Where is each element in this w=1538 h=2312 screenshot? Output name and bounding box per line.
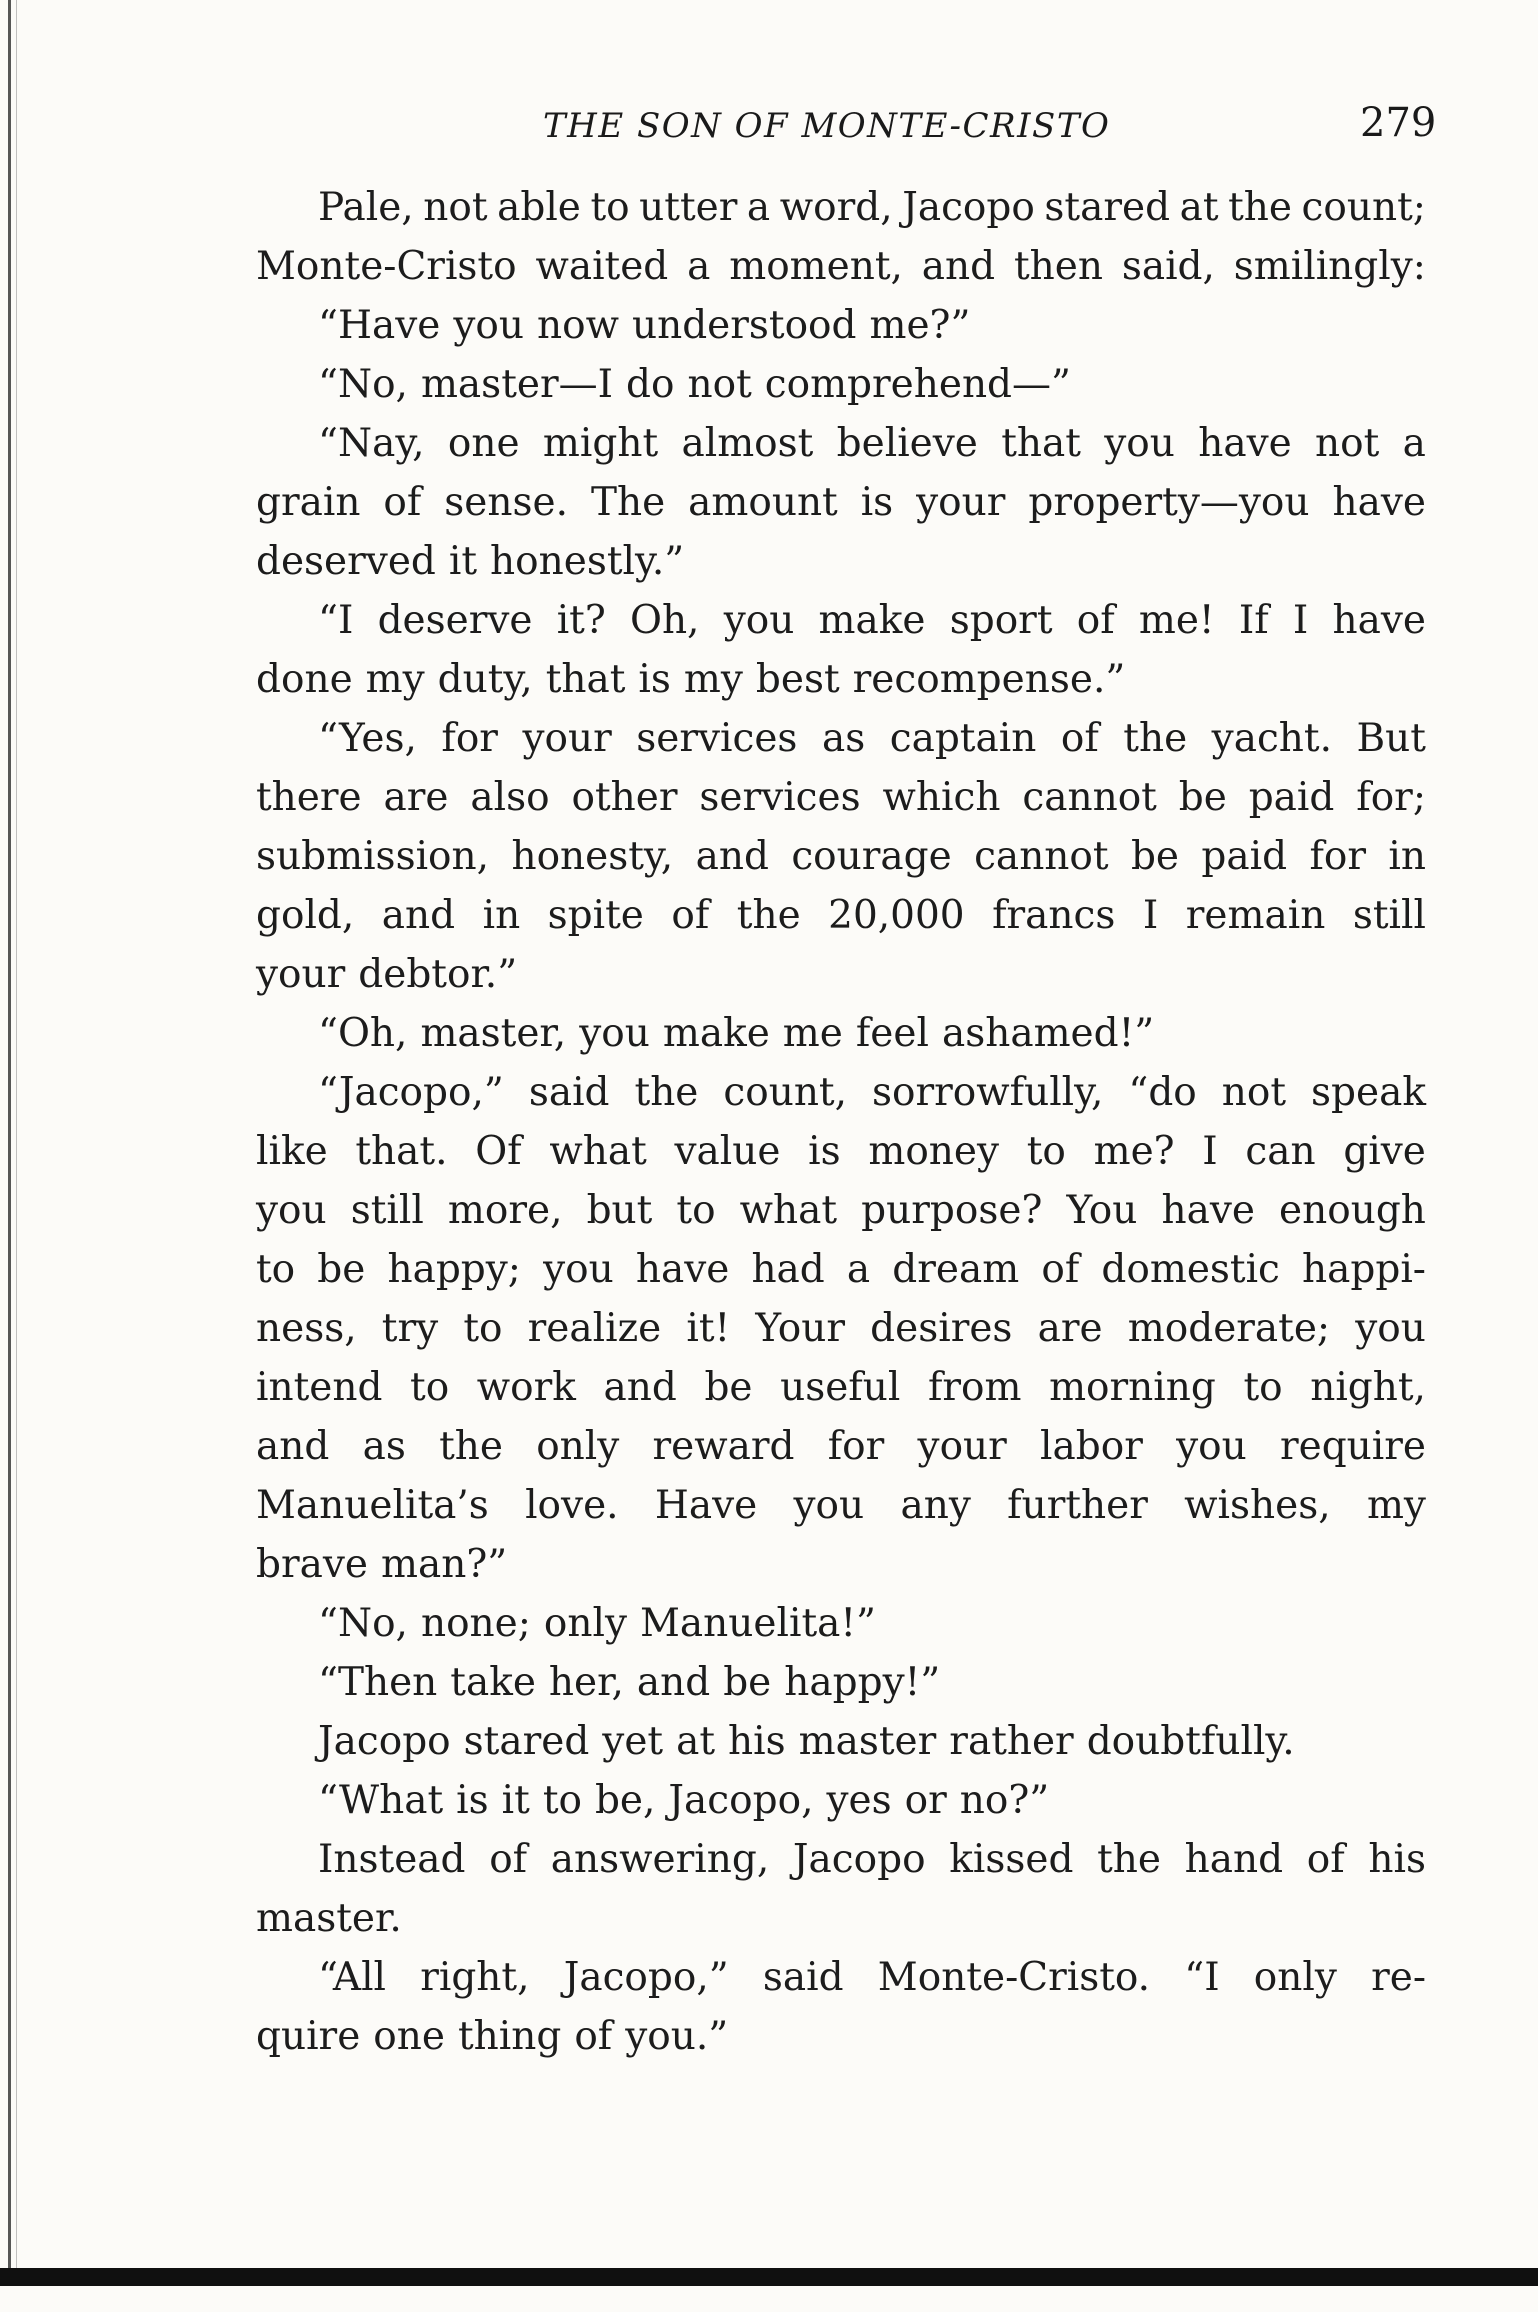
word: brave bbox=[256, 1542, 368, 1587]
word: what bbox=[549, 1129, 647, 1174]
word: and bbox=[256, 1424, 330, 1469]
page-header bbox=[0, 100, 1538, 160]
word: of bbox=[383, 480, 422, 525]
word: work bbox=[476, 1365, 576, 1410]
word: master. bbox=[256, 1896, 402, 1941]
word: is bbox=[456, 1778, 489, 1823]
word: duty, bbox=[437, 657, 533, 702]
word: might bbox=[542, 421, 659, 466]
running-title: THE SON OF MONTE-CRISTO bbox=[543, 106, 1111, 146]
word: still bbox=[350, 1188, 424, 1233]
word: You bbox=[1066, 1188, 1138, 1233]
word: as bbox=[821, 716, 866, 761]
word: “Yes, bbox=[318, 716, 417, 761]
text-line bbox=[256, 1948, 1426, 2007]
word: best bbox=[755, 657, 840, 702]
text-line bbox=[256, 768, 1426, 827]
word: of bbox=[1041, 1247, 1080, 1292]
text-line bbox=[256, 532, 1426, 591]
word: also bbox=[470, 775, 550, 820]
word: quire bbox=[256, 2014, 361, 2059]
word: done bbox=[256, 657, 353, 702]
word: there bbox=[256, 775, 362, 820]
word: 20,000 bbox=[828, 893, 965, 938]
word: to bbox=[542, 1778, 582, 1823]
word: it? bbox=[556, 598, 606, 643]
text-line bbox=[256, 1535, 1426, 1594]
word: If bbox=[1238, 598, 1269, 643]
word: master bbox=[798, 1719, 937, 1764]
word: have bbox=[1161, 1188, 1255, 1233]
word: me! bbox=[1138, 598, 1215, 643]
word: still bbox=[1352, 893, 1426, 938]
word: it bbox=[501, 1778, 530, 1823]
text-line bbox=[256, 1594, 1426, 1653]
word: that bbox=[1001, 421, 1081, 466]
word: speak bbox=[1311, 1070, 1426, 1115]
word: take bbox=[450, 1660, 536, 1705]
word: me bbox=[782, 1011, 843, 1056]
word: But bbox=[1356, 716, 1426, 761]
word: deserved bbox=[256, 539, 436, 584]
word: master—I bbox=[420, 362, 614, 407]
word: other bbox=[571, 775, 678, 820]
word: utter bbox=[639, 185, 738, 230]
text-line bbox=[256, 1240, 1426, 1299]
word: only bbox=[1253, 1955, 1337, 2000]
word: submission, bbox=[256, 834, 490, 879]
word: a bbox=[846, 1247, 871, 1292]
word: in bbox=[482, 893, 521, 938]
word: Pale, bbox=[318, 185, 414, 230]
word: my bbox=[683, 657, 743, 702]
word: doubtfully. bbox=[1086, 1719, 1295, 1764]
word: of bbox=[1306, 1837, 1345, 1882]
word: the bbox=[634, 1070, 699, 1115]
word: said bbox=[528, 1070, 610, 1115]
word: moment, bbox=[729, 244, 903, 289]
word: wishes, bbox=[1184, 1483, 1331, 1528]
word: I bbox=[1142, 893, 1159, 938]
word: to bbox=[1026, 1129, 1066, 1174]
word: answering, bbox=[550, 1837, 770, 1882]
word: is bbox=[860, 480, 894, 525]
word: you bbox=[1176, 1424, 1247, 1469]
word: like bbox=[256, 1129, 328, 1174]
word: the bbox=[439, 1424, 503, 1469]
word: said, bbox=[1121, 244, 1215, 289]
word: re- bbox=[1371, 1955, 1426, 2000]
word: “What bbox=[318, 1778, 444, 1823]
word: is bbox=[808, 1129, 841, 1174]
word: happy; bbox=[387, 1247, 521, 1292]
word: ashamed!” bbox=[941, 1011, 1155, 1056]
word: money bbox=[868, 1129, 1000, 1174]
word: hand bbox=[1184, 1837, 1284, 1882]
word: paid bbox=[1201, 834, 1288, 879]
word: now bbox=[536, 303, 619, 348]
word: of bbox=[489, 1837, 528, 1882]
word: smilingly: bbox=[1233, 244, 1426, 289]
text-line bbox=[256, 1417, 1426, 1476]
word: give bbox=[1343, 1129, 1426, 1174]
text-line bbox=[256, 1889, 1426, 1948]
word: Manuelita’s bbox=[256, 1483, 489, 1528]
text-line bbox=[256, 650, 1426, 709]
word: none; bbox=[420, 1601, 531, 1646]
word: of bbox=[1060, 716, 1099, 761]
word: that. bbox=[355, 1129, 448, 1174]
page-edge-rule bbox=[8, 0, 11, 2280]
word: labor bbox=[1040, 1424, 1143, 1469]
word: domestic bbox=[1101, 1247, 1280, 1292]
word: of bbox=[671, 893, 710, 938]
word: your bbox=[917, 1424, 1007, 1469]
word: you bbox=[1355, 1306, 1426, 1351]
word: courage bbox=[791, 834, 952, 879]
word: for bbox=[441, 716, 498, 761]
word: be bbox=[704, 1365, 753, 1410]
word: for bbox=[1309, 834, 1367, 879]
text-line bbox=[256, 591, 1426, 650]
word: try bbox=[381, 1306, 439, 1351]
word: and bbox=[636, 1660, 711, 1705]
word: the bbox=[1123, 716, 1188, 761]
word: one bbox=[373, 2014, 445, 2059]
word: and bbox=[603, 1365, 677, 1410]
word: you bbox=[723, 598, 795, 643]
word: the bbox=[1228, 185, 1292, 230]
word: it! bbox=[686, 1306, 731, 1351]
word: kissed bbox=[949, 1837, 1074, 1882]
word: yet bbox=[602, 1719, 664, 1764]
word: “Have bbox=[318, 303, 441, 348]
word: dream bbox=[892, 1247, 1020, 1292]
word: master, bbox=[420, 1011, 567, 1056]
word: further bbox=[1007, 1483, 1148, 1528]
word: waited bbox=[535, 244, 669, 289]
word: man?” bbox=[380, 1542, 508, 1587]
text-line bbox=[256, 2007, 1426, 2066]
text-line bbox=[256, 1181, 1426, 1240]
word: which bbox=[882, 775, 1001, 820]
word: Of bbox=[475, 1129, 522, 1174]
word: are bbox=[1037, 1306, 1103, 1351]
word: it bbox=[448, 539, 478, 584]
word: your bbox=[522, 716, 612, 761]
word: able bbox=[497, 185, 581, 230]
word: be bbox=[1130, 834, 1180, 879]
word: to bbox=[1243, 1365, 1283, 1410]
text-line bbox=[256, 178, 1426, 237]
word: as bbox=[362, 1424, 406, 1469]
word: you bbox=[543, 1247, 614, 1292]
word: captain bbox=[889, 716, 1037, 761]
word: be, bbox=[594, 1778, 656, 1823]
word: Instead bbox=[318, 1837, 466, 1882]
word: word, bbox=[779, 185, 893, 230]
word: a bbox=[687, 244, 711, 289]
word: desires bbox=[870, 1306, 1013, 1351]
word: and bbox=[921, 244, 996, 289]
text-line bbox=[256, 355, 1426, 414]
word: and bbox=[695, 834, 769, 879]
word: only bbox=[536, 1424, 620, 1469]
word: “No, bbox=[318, 362, 408, 407]
word: reward bbox=[652, 1424, 795, 1469]
word: the bbox=[1097, 1837, 1161, 1882]
word: paid bbox=[1248, 775, 1335, 820]
word: of bbox=[1076, 598, 1115, 643]
word: the bbox=[736, 893, 801, 938]
word: said bbox=[762, 1955, 844, 2000]
word: feel bbox=[855, 1011, 929, 1056]
word: spite bbox=[547, 893, 644, 938]
word: count; bbox=[1301, 185, 1426, 230]
word: “I bbox=[1184, 1955, 1220, 2000]
word: realize bbox=[527, 1306, 662, 1351]
bottom-border-bar bbox=[0, 2268, 1538, 2286]
word: francs bbox=[992, 893, 1116, 938]
word: Jacopo bbox=[902, 185, 1035, 230]
word: no?” bbox=[959, 1778, 1050, 1823]
word: Jacopo, bbox=[668, 1778, 814, 1823]
word: my bbox=[365, 657, 425, 702]
text-line bbox=[256, 827, 1426, 886]
word: that bbox=[545, 657, 626, 702]
word: your bbox=[916, 480, 1006, 525]
word: Have bbox=[654, 1483, 758, 1528]
word: Manuelita!” bbox=[640, 1601, 876, 1646]
word: to bbox=[256, 1247, 296, 1292]
word: you.” bbox=[625, 2014, 729, 2059]
word: to bbox=[410, 1365, 450, 1410]
word: a bbox=[746, 185, 771, 230]
word: and bbox=[381, 893, 456, 938]
word: Oh, bbox=[629, 598, 700, 643]
word: ness, bbox=[256, 1306, 357, 1351]
page-edge-rule-thin bbox=[16, 0, 17, 2280]
text-line bbox=[256, 1476, 1426, 1535]
word: “I bbox=[318, 598, 354, 643]
word: of bbox=[574, 2014, 613, 2059]
word: recompense.” bbox=[852, 657, 1126, 702]
word: have bbox=[1198, 421, 1292, 466]
word: gold, bbox=[256, 893, 355, 938]
word: be bbox=[723, 1660, 772, 1705]
word: thing bbox=[457, 2014, 562, 2059]
word: her, bbox=[548, 1660, 624, 1705]
word: or bbox=[904, 1778, 947, 1823]
text-line bbox=[256, 1122, 1426, 1181]
word: sport bbox=[949, 598, 1053, 643]
word: stared bbox=[463, 1719, 590, 1764]
word: you bbox=[1104, 421, 1175, 466]
word: do bbox=[626, 362, 675, 407]
word: amount bbox=[688, 480, 838, 525]
word: not bbox=[1221, 1070, 1287, 1115]
text-line bbox=[256, 945, 1426, 1004]
text-line bbox=[256, 414, 1426, 473]
word: not bbox=[423, 185, 488, 230]
word: value bbox=[674, 1129, 781, 1174]
word: Your bbox=[755, 1306, 845, 1351]
text-line bbox=[256, 473, 1426, 532]
word: a bbox=[1402, 421, 1426, 466]
word: “Jacopo,” bbox=[318, 1070, 504, 1115]
word: cannot bbox=[974, 834, 1109, 879]
word: yes bbox=[826, 1778, 892, 1823]
word: count, bbox=[723, 1070, 848, 1115]
word: moderate; bbox=[1127, 1306, 1331, 1351]
word: can bbox=[1245, 1129, 1316, 1174]
word: make bbox=[662, 1011, 770, 1056]
word: sorrowfully, bbox=[872, 1070, 1104, 1115]
body-text bbox=[256, 178, 1426, 2066]
word: at bbox=[1179, 185, 1219, 230]
word: to bbox=[676, 1188, 716, 1233]
text-line bbox=[256, 296, 1426, 355]
word: “Nay, bbox=[318, 421, 425, 466]
text-line bbox=[256, 1830, 1426, 1889]
word: “do bbox=[1128, 1070, 1197, 1115]
word: from bbox=[927, 1365, 1022, 1410]
word: grain bbox=[256, 480, 361, 525]
word: have bbox=[1332, 598, 1426, 643]
word: his bbox=[728, 1719, 786, 1764]
word: his bbox=[1368, 1837, 1426, 1882]
word: believe bbox=[836, 421, 978, 466]
word: are bbox=[383, 775, 449, 820]
word: services bbox=[699, 775, 861, 820]
word: “Oh, bbox=[318, 1011, 408, 1056]
text-line bbox=[256, 1299, 1426, 1358]
word: stared bbox=[1044, 185, 1171, 230]
word: you bbox=[793, 1483, 865, 1528]
word: honestly.” bbox=[490, 539, 685, 584]
word: to bbox=[463, 1306, 503, 1351]
word: for bbox=[827, 1424, 885, 1469]
word: understood bbox=[631, 303, 857, 348]
word: happi- bbox=[1302, 1247, 1426, 1292]
word: Jacopo,” bbox=[563, 1955, 729, 2000]
word: to bbox=[590, 185, 630, 230]
word: purpose? bbox=[861, 1188, 1043, 1233]
word: have bbox=[635, 1247, 730, 1292]
word: not bbox=[1315, 421, 1380, 466]
word: then bbox=[1013, 244, 1103, 289]
word: but bbox=[586, 1188, 653, 1233]
word: yacht. bbox=[1211, 716, 1332, 761]
text-line bbox=[256, 1653, 1426, 1712]
word: enough bbox=[1279, 1188, 1426, 1233]
word: property—you bbox=[1028, 480, 1310, 525]
page-number: 279 bbox=[1360, 100, 1437, 146]
word: at bbox=[676, 1719, 716, 1764]
word: Monte-Cristo. bbox=[877, 1955, 1151, 2000]
word: had bbox=[751, 1247, 825, 1292]
word: cannot bbox=[1022, 775, 1157, 820]
word: any bbox=[900, 1483, 971, 1528]
word: have bbox=[1332, 480, 1426, 525]
word: honesty, bbox=[511, 834, 674, 879]
word: for; bbox=[1356, 775, 1426, 820]
text-line bbox=[256, 1771, 1426, 1830]
text-line bbox=[256, 886, 1426, 945]
word: make bbox=[818, 598, 926, 643]
word: in bbox=[1388, 834, 1426, 879]
word: love. bbox=[525, 1483, 619, 1528]
word: is bbox=[638, 657, 671, 702]
word: require bbox=[1279, 1424, 1426, 1469]
word: what bbox=[739, 1188, 838, 1233]
word: comprehend—” bbox=[764, 362, 1071, 407]
word: Jacopo bbox=[792, 1837, 926, 1882]
word: I bbox=[1292, 598, 1309, 643]
word: me? bbox=[1093, 1129, 1175, 1174]
word: rather bbox=[949, 1719, 1074, 1764]
word: only bbox=[543, 1601, 627, 1646]
word: more, bbox=[447, 1188, 563, 1233]
word: my bbox=[1366, 1483, 1426, 1528]
word: intend bbox=[256, 1365, 383, 1410]
word: Jacopo bbox=[318, 1719, 451, 1764]
text-line bbox=[256, 1358, 1426, 1417]
word: me?” bbox=[869, 303, 971, 348]
word: Monte-Cristo bbox=[256, 244, 517, 289]
text-line bbox=[256, 237, 1426, 296]
word: services bbox=[636, 716, 798, 761]
text-line bbox=[256, 1004, 1426, 1063]
text-line bbox=[256, 709, 1426, 768]
word: you bbox=[256, 1188, 327, 1233]
word: night, bbox=[1310, 1365, 1426, 1410]
word: debtor.” bbox=[358, 952, 518, 997]
word: your bbox=[256, 952, 346, 997]
word: I bbox=[1202, 1129, 1218, 1174]
text-line bbox=[256, 1712, 1426, 1771]
word: morning bbox=[1049, 1365, 1216, 1410]
word: be bbox=[1178, 775, 1227, 820]
word: you bbox=[453, 303, 524, 348]
word: be bbox=[317, 1247, 366, 1292]
word: one bbox=[447, 421, 520, 466]
word: useful bbox=[780, 1365, 901, 1410]
word: happy!” bbox=[784, 1660, 941, 1705]
word: “Then bbox=[318, 1660, 438, 1705]
word: sense. bbox=[444, 480, 568, 525]
word: you bbox=[579, 1011, 650, 1056]
word: “No, bbox=[318, 1601, 408, 1646]
word: remain bbox=[1185, 893, 1326, 938]
word: not bbox=[687, 362, 752, 407]
text-line bbox=[256, 1063, 1426, 1122]
word: almost bbox=[681, 421, 814, 466]
word: deserve bbox=[377, 598, 533, 643]
word: “All bbox=[318, 1955, 387, 2000]
word: The bbox=[590, 480, 666, 525]
word: right, bbox=[420, 1955, 530, 2000]
